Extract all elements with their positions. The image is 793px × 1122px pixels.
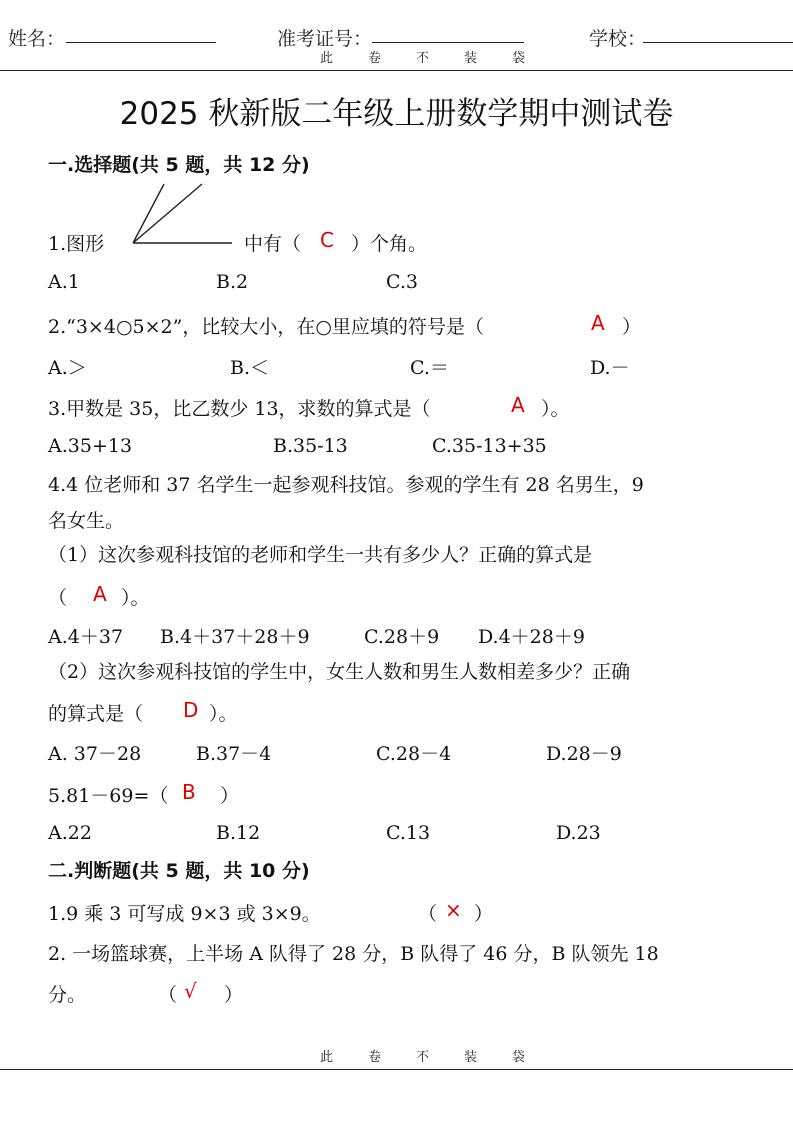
q4-sub1-text: （1）这次参观科技馆的老师和学生一共有多少人？正确的算式是 xyxy=(48,544,593,566)
q1-mid: 中有（ xyxy=(244,233,302,255)
q1-suffix: ）个角。 xyxy=(351,233,428,255)
exam-id-field[interactable] xyxy=(372,42,524,43)
exam-id-label: 准考证号： xyxy=(277,28,373,50)
angle-figure xyxy=(128,180,238,250)
q2-suffix: ） xyxy=(622,316,642,338)
q5-suffix: ） xyxy=(220,785,240,807)
q3-text: 3.甲数是 35，比乙数少 13，求数的算式是（ xyxy=(48,398,431,420)
q4-sub2-answer: D xyxy=(183,698,199,722)
q4-sub1-close: ）。 xyxy=(121,587,150,609)
q1-option-b: B.2 xyxy=(216,271,249,293)
seal-line-bottom xyxy=(0,1069,793,1070)
q4-sub1-option-d: D.4＋28＋9 xyxy=(478,626,585,648)
seal-notice-bottom: 此 卷 不 装 袋 xyxy=(320,1050,526,1065)
q3-option-a: A.35+13 xyxy=(48,435,133,457)
seal-notice-top: 此 卷 不 装 袋 xyxy=(320,51,526,66)
q3-answer: A xyxy=(511,393,525,417)
q1-prefix: 1.图形 xyxy=(48,233,105,255)
q3-suffix: ）。 xyxy=(541,398,570,420)
q2-option-c: C.＝ xyxy=(410,357,449,379)
q5-text: 5.81－69=（ xyxy=(48,785,169,807)
q5-option-b: B.12 xyxy=(216,822,261,844)
q2-option-a: A.＞ xyxy=(48,357,87,379)
seal-line-top xyxy=(0,70,793,71)
q4-sub1-option-c: C.28＋9 xyxy=(364,626,440,648)
q5-option-c: C.13 xyxy=(386,822,431,844)
q2-answer: A xyxy=(591,311,605,335)
q4-sub1-answer: A xyxy=(93,582,107,606)
q5-answer: B xyxy=(182,780,196,804)
q1-option-c: C.3 xyxy=(386,271,418,293)
q5-option-d: D.23 xyxy=(556,822,601,844)
name-label: 姓名： xyxy=(8,28,66,50)
q1-answer: C xyxy=(320,228,334,252)
q4-line2: 名女生。 xyxy=(48,510,125,532)
j1-text: 1.9 乘 3 可写成 9×3 或 3×9。 xyxy=(48,903,321,925)
q4-sub1-option-a: A.4＋37 xyxy=(48,626,124,648)
q2-text: 2.“3×4○5×2”，比较大小，在○里应填的符号是（ xyxy=(48,316,484,338)
j2-line2: 分。 xyxy=(48,984,87,1006)
q4-sub2-text: （2）这次参观科技馆的学生中，女生人数和男生人数相差多少？正确 xyxy=(48,661,631,683)
j1-answer: × xyxy=(445,898,462,922)
q1-option-a: A.1 xyxy=(48,271,80,293)
j2-answer: √ xyxy=(184,979,197,1003)
j2-open: （ xyxy=(158,984,178,1006)
j1-open: （ xyxy=(418,903,438,925)
school-field[interactable] xyxy=(643,42,793,43)
q3-option-b: B.35-13 xyxy=(273,435,348,457)
q4-sub2-line2: 的算式是（ xyxy=(48,703,144,725)
section-heading-choice: 一.选择题(共 5 题，共 12 分) xyxy=(48,154,310,176)
name-field[interactable] xyxy=(66,42,216,43)
q4-line1: 4.4 位老师和 37 名学生一起参观科技馆。参观的学生有 28 名男生，9 xyxy=(48,474,644,496)
school-label: 学校： xyxy=(589,28,647,50)
q4-sub2-option-b: B.37－4 xyxy=(196,743,272,765)
q2-option-d: D.－ xyxy=(590,357,630,379)
j2-close: ） xyxy=(224,984,244,1006)
q5-option-a: A.22 xyxy=(48,822,92,844)
q4-sub2-option-c: C.28－4 xyxy=(376,743,452,765)
j1-close: ） xyxy=(474,903,494,925)
q2-option-b: B.＜ xyxy=(230,357,270,379)
q4-sub1-open: （ xyxy=(48,587,68,609)
q4-sub1-option-b: B.4＋37＋28＋9 xyxy=(160,626,310,648)
q4-sub2-option-d: D.28－9 xyxy=(546,743,622,765)
q3-option-c: C.35-13+35 xyxy=(432,435,547,457)
q4-sub2-close: ）。 xyxy=(209,703,238,725)
section-heading-judgement: 二.判断题(共 5 题，共 10 分) xyxy=(48,860,310,882)
j2-line1: 2. 一场篮球赛，上半场 A 队得了 28 分，B 队得了 46 分，B 队领先 18 xyxy=(48,943,659,965)
page-title: 2025 秋新版二年级上册数学期中测试卷 xyxy=(119,96,674,132)
q4-sub2-option-a: A. 37－28 xyxy=(48,743,142,765)
